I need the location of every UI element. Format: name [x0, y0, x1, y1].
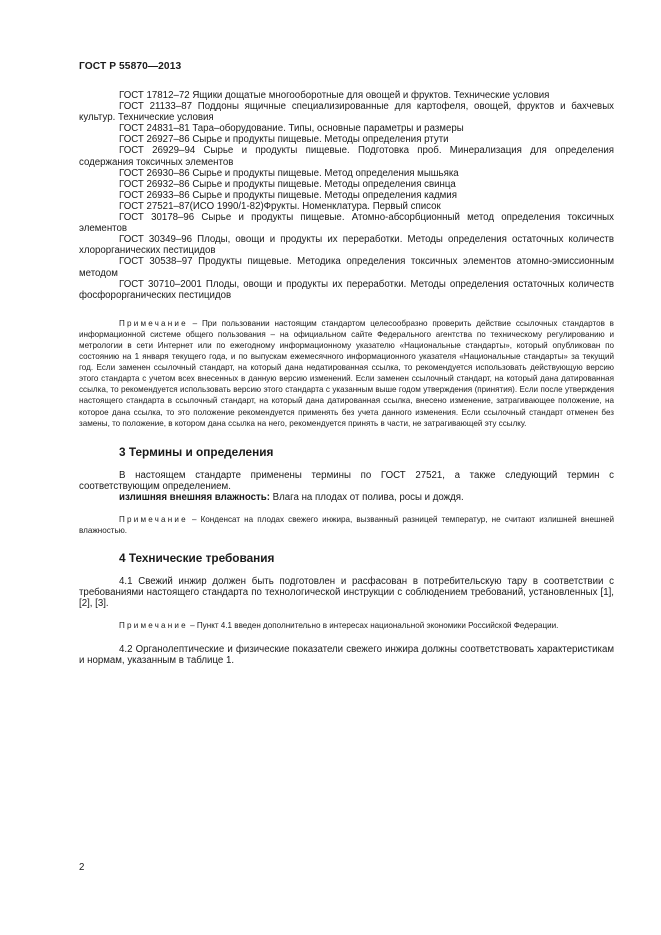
clause-4-1: 4.1 Свежий инжир должен быть подготовлен и расфасован в потребительскую тару в соответствии с требованиями настоящего стандарта по технологической инструкции с соблюдением требований, установленных [1], [2], [3]. — [79, 576, 614, 610]
reference-item: ГОСТ 30349–96 Плоды, овощи и продукты их переработки. Методы определения остаточных количеств хлорорганических пестицидов — [79, 234, 614, 257]
reference-item: ГОСТ 26932–86 Сырье и продукты пищевые. Методы определения свинца — [119, 178, 456, 190]
clause-4-2: 4.2 Органолептические и физические показатели свежего инжира должны соответствовать характеристикам и нормам, указанным в таблице 1. — [79, 643, 614, 666]
normative-references-note — [79, 318, 614, 429]
note-label: Примечание — [119, 621, 188, 631]
clause-4-1-note — [79, 620, 614, 631]
note-text: – Пункт 4.1 введен дополнительно в интересах национальной экономики Российской Федерации. — [187, 621, 559, 631]
note-text: – Конденсат на плодах свежего инжира, вызванный разницей температур, не считают излишней внешней влажностью. — [79, 515, 614, 536]
reference-item: ГОСТ 30178–96 Сырье и продукты пищевые. Атомно-абсорбционный метод определения токсичных элементов — [79, 212, 614, 235]
page-number: 2 — [79, 862, 85, 873]
term-definition — [79, 492, 614, 503]
section-3-title: 3 Термины и определения — [119, 444, 274, 459]
reference-item: ГОСТ 26929–94 Сырье и продукты пищевые. Подготовка проб. Минерализация для определения содержания токсичных элементов — [79, 145, 614, 168]
note-label: Примечание — [119, 515, 188, 524]
term-name: излишняя внешняя влажность: — [119, 491, 270, 503]
reference-item: ГОСТ 26933–86 Сырье и продукты пищевые. Методы определения кадмия — [119, 189, 457, 201]
document-header: ГОСТ Р 55870—2013 — [79, 61, 182, 72]
note-text: – При пользовании настоящим стандартом целесообразно проверить действие ссылочных стандартов в информационной системе общего пользования – на официальном сайте Федерального агентства по техническому регулированию и метрологии в сети Интернет или по ежегодному информационному указателю «Национальные стандарты», который опубликован по состоянию на 1 января текущего года, и по выпускам ежемесячного информационного указателя «Национальные стандарты» за текущий год. Если заменен ссылочный стандарт, на который дана недатированная ссылка, то рекомендуется использовать действующую версию этого стандарта с учетом всех внесенных в данную версию изменений. Если заменен ссылочный стандарт, на который дана датированная ссылка, то рекомендуется использовать версию этого стандарта с указанным выше годом утверждения (принятия). Если после утверждения настоящего стандарта в ссылочный стандарт, на который дана датированная ссылка, внесено изменение, затрагивающее положение, на которое дана ссылка, то это положение рекомендуется применять без учета данного изменения. Если ссылочный стандарт отменен без замены, то положение, в котором дана ссылка на него, рекомендуется принять в части, не затрагивающей эту ссылку. — [79, 318, 614, 428]
reference-list — [79, 90, 614, 301]
reference-item: ГОСТ 26927–86 Сырье и продукты пищевые. Методы определения ртути — [119, 134, 449, 146]
section-4-title: 4 Технические требования — [119, 551, 275, 566]
section-3-note — [79, 514, 614, 536]
reference-item: ГОСТ 21133–87 Поддоны ящичные специализированные для картофеля, овощей, фруктов и бахчевых культур. Технические условия — [79, 101, 614, 124]
reference-item: ГОСТ 26930–86 Сырье и продукты пищевые. Метод определения мышьяка — [119, 167, 459, 179]
page-content — [79, 90, 614, 666]
section-3-intro: В настоящем стандарте применены термины по ГОСТ 27521, а также следующий термин с соответствующим определением. — [79, 469, 614, 492]
note-label: Примечание — [119, 318, 188, 328]
reference-item: ГОСТ 27521–87(ИСО 1990/1-82)Фрукты. Номенклатура. Первый список — [119, 200, 441, 212]
reference-item: ГОСТ 30710–2001 Плоды, овощи и продукты их переработки. Методы определения остаточных количеств фосфорорганических пестицидов — [79, 278, 614, 301]
reference-item: ГОСТ 24831–81 Тара–оборудование. Типы, основные параметры и размеры — [119, 123, 464, 135]
reference-item: ГОСТ 30538–97 Продукты пищевые. Методика определения токсичных элементов атомно-эмиссионным методом — [79, 256, 614, 279]
term-text: Влага на плодах от полива, росы и дождя. — [269, 491, 464, 503]
reference-item: ГОСТ 17812–72 Ящики дощатые многооборотные для овощей и фруктов. Технические условия — [119, 90, 550, 101]
